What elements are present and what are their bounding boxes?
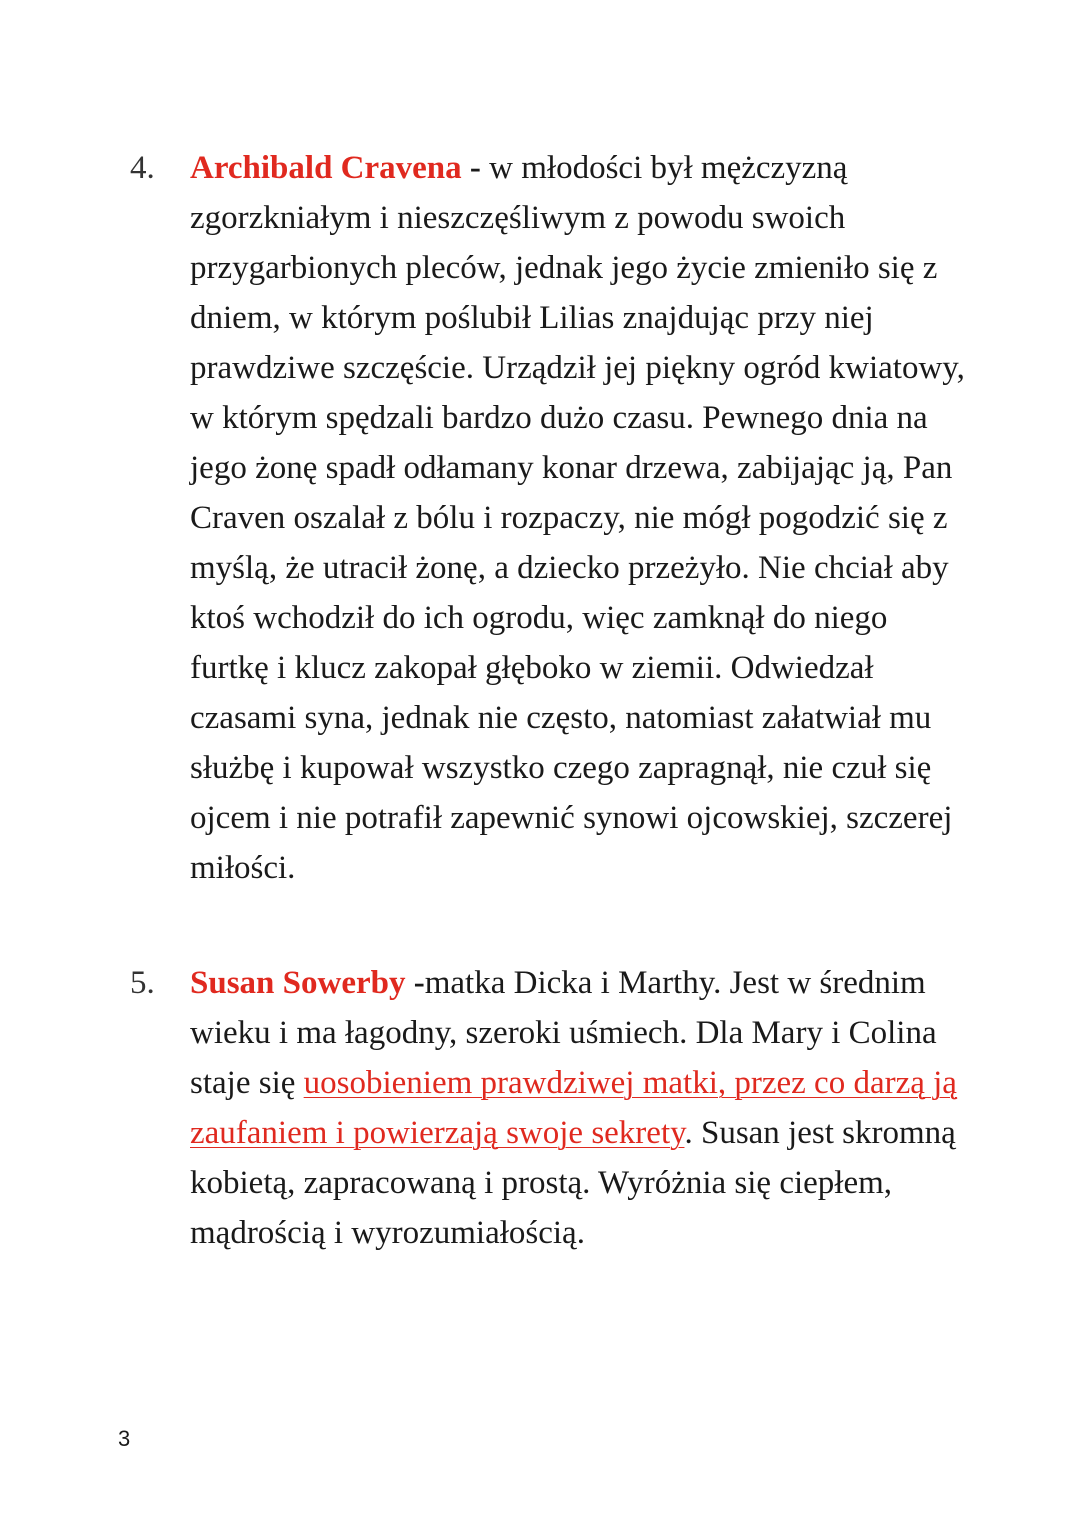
character-description-part2: . Susan jest skromną kobietą, zapracowaną i prostą. Wyróżnia się ciepłem, mądrością i wyrozumiałością. bbox=[190, 1115, 956, 1251]
item-number: 5. bbox=[130, 965, 155, 1001]
page-number: 3 bbox=[118, 1426, 131, 1451]
character-description-part1: matka Dicka i Marthy. Jest w średnim wieku i ma łagodny, szeroki uśmiech. Dla Mary i Colina staje się bbox=[190, 965, 937, 1101]
highlighted-link-text[interactable]: uosobieniem prawdziwej matki, przez co darzą ją zaufaniem i powierzają swoje sekrety bbox=[190, 1065, 957, 1151]
character-name: Susan Sowerby bbox=[190, 965, 406, 1001]
item-text bbox=[190, 958, 970, 1258]
name-separator: - bbox=[461, 150, 490, 186]
character-description: w młodości był mężczyzną zgorzkniałym i nieszczęśliwym z powodu swoich przygarbionych pleców, jednak jego życie zmieniło się z dniem, w którym poślubił Lilias znajdując przy niej prawdziwe szczęście. Urządził jej piękny ogród kwiatowy, w którym spędzali bardzo dużo czasu. Pewnego dnia na jego żonę spadł odłamany konar drzewa, zabijając ją, Pan Craven oszalał z bólu i rozpaczy, nie mógł pogodzić się z myślą, że utracił żonę, a dziecko przeżyło. Nie chciał aby ktoś wchodził do ich ogrodu, więc zamknął do niego furtkę i klucz zakopał głęboko w ziemii. Odwiedzał czasami syna, jednak nie często, natomiast załatwiał mu służbę i kupował wszystko czego zapragnął, nie czuł się ojcem i nie potrafił zapewnić synowi ojcowskiej, szczerej miłości. bbox=[190, 150, 965, 886]
item-number: 4. bbox=[130, 150, 155, 186]
name-separator: - bbox=[405, 965, 425, 1001]
item-text bbox=[190, 143, 970, 893]
character-name: Archibald Cravena bbox=[190, 150, 462, 186]
